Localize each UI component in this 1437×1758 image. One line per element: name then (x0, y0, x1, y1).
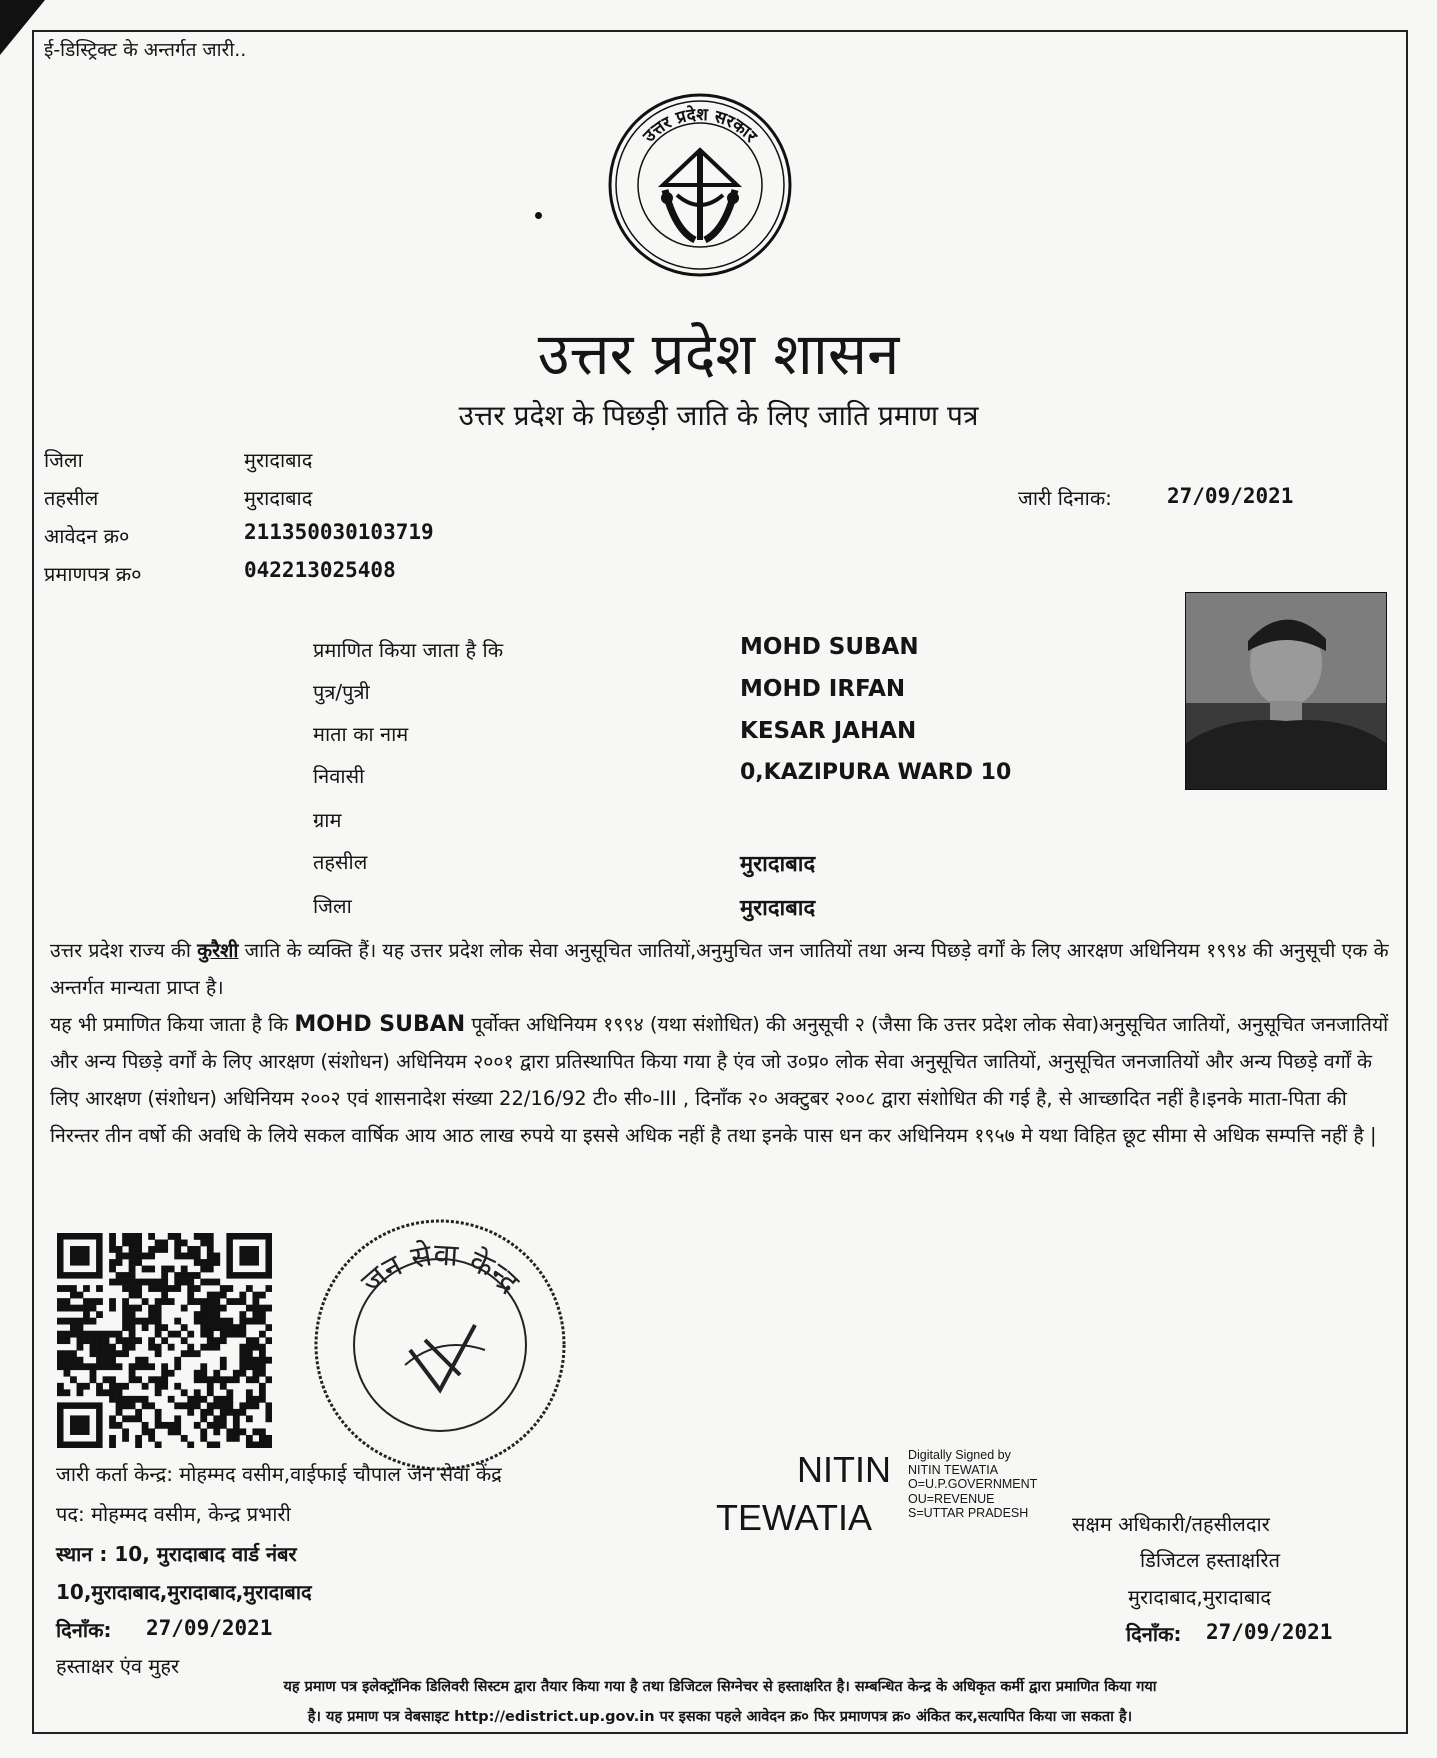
digitally-signed-label: डिजिटल हस्ताक्षरित (1140, 1548, 1280, 1572)
certificate-no-value: 042213025408 (244, 558, 396, 582)
digital-signature-line: O=U.P.GOVERNMENT (908, 1477, 1038, 1491)
district-value: मुरादाबाद (244, 448, 313, 472)
page-title: उत्तर प्रदेश शासन (537, 320, 900, 388)
applicant-photo (1185, 592, 1387, 790)
issuer-place-2: 10,मुरादाबाद,मुरादाबाद,मुरादाबाद (56, 1580, 312, 1604)
parent-name: MOHD IRFAN (740, 676, 906, 702)
digital-signature-line: OU=REVENUE (908, 1491, 995, 1506)
caste-paragraph-text-a: उत्तर प्रदेश राज्य की (50, 939, 198, 962)
person-district-label: जिला (313, 894, 352, 918)
verification-qr-code (57, 1233, 272, 1448)
authority-date-label: दिनाँक: (1126, 1622, 1182, 1646)
issuer-place-1: स्थान : 10, मुरादाबाद वार्ड नंबर (56, 1542, 297, 1566)
issue-date-value: 27/09/2021 (1167, 484, 1294, 508)
digital-signer-last-name: TEWATIA (716, 1497, 872, 1538)
person-tehsil-value: मुरादाबाद (740, 852, 816, 877)
competent-authority-title: सक्षम अधिकारी/तहसीलदार (1072, 1512, 1270, 1536)
svg-text:उत्तर प्रदेश सरकार: उत्तर प्रदेश सरकार (639, 104, 761, 147)
certification-text-a: यह भी प्रमाणित किया जाता है कि (50, 1013, 295, 1036)
certificate-no-label: प्रमाणपत्र क्र० (44, 562, 142, 586)
caste-paragraph-text-b: जाति के व्यक्ति हैं। यह उत्तर प्रदेश लोक सेवा अनुसूचित जातियों,अनुमुचित जन जातियों तथा अन्य पिछड़े वर्गों के लिए आरक्षण अधिनियम १९९४ की अनुसूची एक के अन्तर्गत मान्यता प्राप्त है। (50, 939, 1389, 999)
application-no-value: 211350030103719 (244, 520, 434, 544)
jan-seva-kendra-seal (310, 1215, 570, 1475)
svg-text:जन सेवा केन्द्र: जन सेवा केन्द्र (354, 1237, 526, 1301)
authority-place: मुरादाबाद,मुरादाबाद (1128, 1585, 1272, 1609)
certification-applicant-name: MOHD SUBAN (294, 1012, 466, 1037)
footer-note (50, 1672, 1390, 1732)
issuer-date-value: 27/09/2021 (146, 1616, 273, 1640)
footer-line-2: है। यह प्रमाण पत्र वेबसाइट http://edistrict.up.gov.in पर इसका पहले आवेदन क्र० फिर प्रमाणपत्र क्र० अंकित कर,सत्यापित किया जा सकता है। (307, 1709, 1133, 1725)
resident-label: निवासी (313, 764, 365, 788)
dot (535, 212, 542, 219)
application-no-label: आवेदन क्र० (44, 524, 130, 548)
digital-signer-first-name: NITIN (797, 1449, 891, 1490)
certified-label: प्रमाणित किया जाता है कि (313, 638, 504, 662)
caste-paragraph (50, 932, 1390, 1006)
up-government-emblem (605, 90, 795, 280)
caste-name: कुरैशी (197, 939, 239, 962)
footer-line-1: यह प्रमाण पत्र इलेक्ट्रॉनिक डिलिवरी सिस्टम द्वारा तैयार किया गया है तथा डिजिटल सिग्नेचर से हस्ताक्षरित है। सम्बन्धित केन्द्र के अधिकृत कर्मी द्वारा प्रमाणित किया गया (283, 1679, 1157, 1695)
mother-label: माता का नाम (313, 722, 409, 746)
digital-signature-line: NITIN TEWATIA (908, 1462, 999, 1477)
digital-signature-line: S=UTTAR PRADESH (908, 1506, 1029, 1520)
edistrict-note: ई-डिस्ट्रिक्ट के अन्तर्गत जारी.. (44, 39, 247, 61)
person-tehsil-label: तहसील (313, 850, 368, 874)
issuing-center: जारी कर्ता केन्द्र: मोहम्मद वसीम,वाईफाई चौपाल जन सेवा केंद्र (56, 1462, 502, 1486)
district-label: जिला (44, 448, 83, 472)
resident-value: 0,KAZIPURA WARD 10 (740, 760, 1012, 785)
authority-date-value: 27/09/2021 (1206, 1620, 1333, 1644)
issuer-date-label: दिनाँक: (56, 1618, 112, 1642)
certificate-subtitle: उत्तर प्रदेश के पिछड़ी जाति के लिए जाति प्रमाण पत्र (458, 399, 979, 432)
tehsil-label: तहसील (44, 486, 99, 510)
certification-text-b: पूर्वोक्त अधिनियम १९९४ (यथा संशोधित) की अनुसूची २ (जैसा कि उत्तर प्रदेश लोक सेवा)अनुसूचित जातियों, अनुसूचित जनजातियों और अन्य पिछड़े वर्गों के लिए आरक्षण (संशोधन) अधिनियम २००१ द्वारा प्रतिस्थापित किया गया है एंव जो उ०प्र० लोक सेवा अनुसूचित जातियों, अनुसूचित जनजातियों और अन्य पिछड़े वर्गों के लिए आरक्षण (संशोधन) अधिनियम २००२ एवं शासनादेश संख्या 22/16/92 टी० सी०-III , दिनाँक २० अक्टुबर २००८ द्वारा संशोधित की गई है, से आच्छादित नहीं है।इनके माता-पिता की निरन्तर तीन वर्षो की अवधि के लिये सकल वार्षिक आय आठ लाख रुपये या इससे अधिक नहीं है तथा इनके पास धन कर अधिनियम १९५७ मे यथा विहित छूट सीमा से अधिक सम्पत्ति नहीं है | (50, 1013, 1389, 1147)
issue-date-label: जारी दिनाक: (1018, 486, 1112, 510)
issuer-post: पद: मोहम्मद वसीम, केन्द्र प्रभारी (56, 1502, 291, 1526)
digital-signature-line: Digitally Signed by (908, 1448, 1011, 1462)
parent-label: पुत्र/पुत्री (313, 680, 370, 704)
mother-name: KESAR JAHAN (740, 718, 917, 744)
village-label: ग्राम (313, 808, 342, 832)
tehsil-value: मुरादाबाद (244, 486, 313, 510)
person-district-value: मुरादाबाद (740, 896, 816, 921)
digital-signature-details (908, 1448, 1037, 1521)
certification-paragraph (50, 1006, 1390, 1154)
applicant-name: MOHD SUBAN (740, 634, 919, 660)
signature-and-stamp-label: हस्ताक्षर एंव मुहर (56, 1654, 180, 1678)
